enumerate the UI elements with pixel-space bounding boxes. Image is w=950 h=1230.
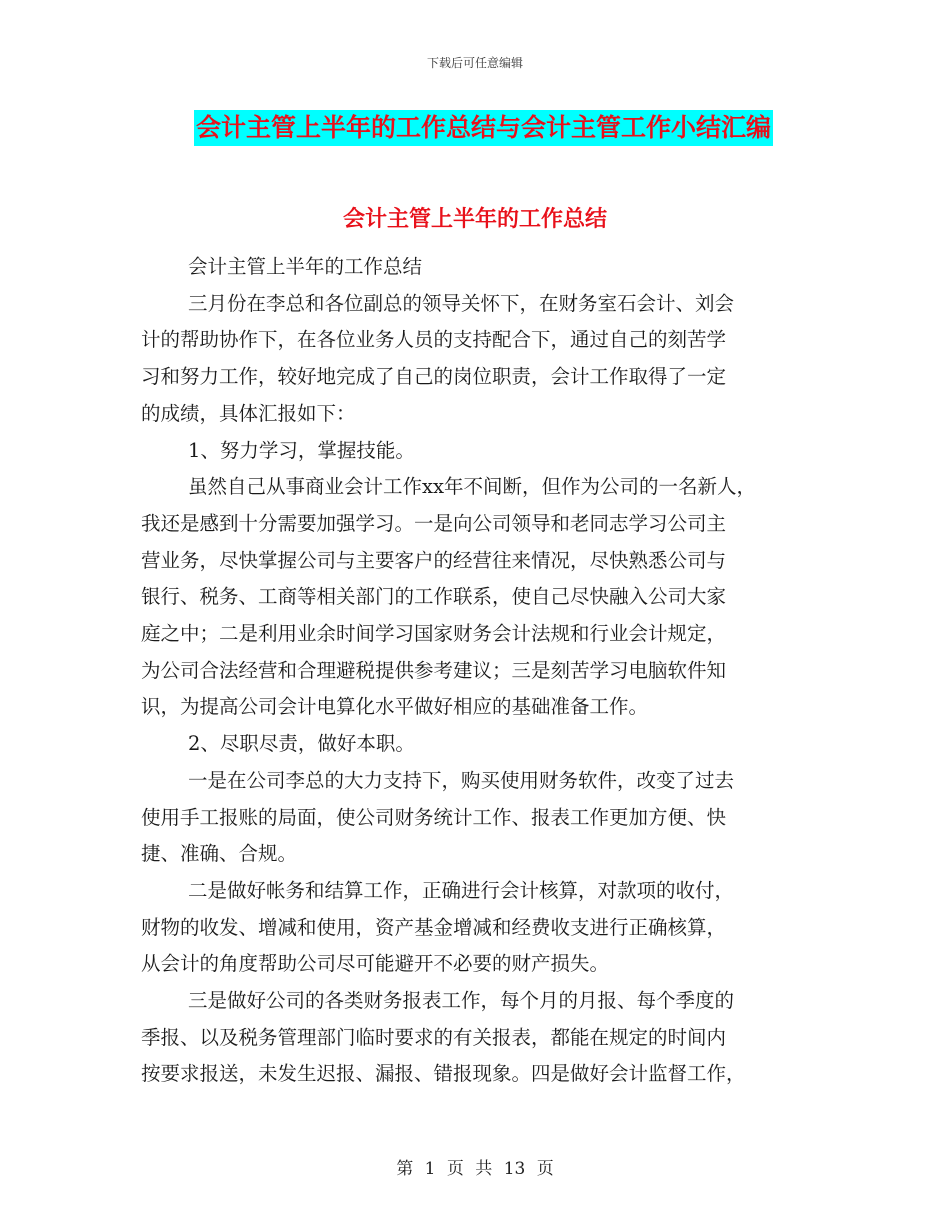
body-line: 三是做好公司的各类财务报表工作，每个月的月报、每个季度的 xyxy=(188,989,735,1012)
body-line: 的成绩，具体汇报如下： xyxy=(141,401,356,425)
body-line: 三月份在李总和各位副总的领导关怀下，在财务室石会计、刘会 xyxy=(188,291,735,315)
body-line: 从会计的角度帮助公司尽可能避开不必要的财产损失。 xyxy=(141,952,610,976)
header-note: 下载后可任意编辑 xyxy=(426,56,523,70)
body-line: 庭之中；二是利用业余时间学习国家财务会计法规和行业会计规定， xyxy=(141,622,727,645)
body-line: 虽然自己从事商业会计工作xx年不间断，但作为公司的一名新人， xyxy=(188,475,756,499)
body-line: 计的帮助协作下，在各位业务人员的支持配合下，通过自己的刻苦学 xyxy=(141,328,727,352)
body-line: 为公司合法经营和合理避税提供参考建议；三是刻苦学习电脑软件知 xyxy=(141,658,727,682)
body-line: 会计主管上半年的工作总结 xyxy=(188,255,423,278)
body-line: 2、尽职尽责，做好本职。 xyxy=(188,732,415,756)
body-line: 二是做好帐务和结算工作，正确进行会计核算，对款项的收付， xyxy=(188,878,735,902)
body-line: 1、努力学习，掌握技能。 xyxy=(188,438,415,462)
body-line: 营业务，尽快掌握公司与主要客户的经营往来情况，尽快熟悉公司与 xyxy=(141,548,727,572)
body-line: 一是在公司李总的大力支持下，购买使用财务软件，改变了过去 xyxy=(188,768,735,792)
body-line: 捷、准确、合规。 xyxy=(141,842,298,866)
body-line: 使用手工报账的局面，使公司财务统计工作、报表工作更加方便、快 xyxy=(141,805,727,829)
body-line: 按要求报送，未发生迟报、漏报、错报现象。四是做好会计监督工作， xyxy=(141,1062,746,1086)
body-line: 银行、税务、工商等相关部门的工作联系，使自己尽快融入公司大家 xyxy=(141,585,727,609)
body-line: 财物的收发、增减和使用，资产基金增减和经费收支进行正确核算， xyxy=(141,915,727,939)
document-title: 会计主管上半年的工作总结与会计主管工作小结汇编 xyxy=(194,110,773,146)
body-line: 习和努力工作，较好地完成了自己的岗位职责，会计工作取得了一定 xyxy=(141,365,727,389)
body-line: 识，为提高公司会计电算化水平做好相应的基础准备工作。 xyxy=(141,695,649,719)
section-title: 会计主管上半年的工作总结 xyxy=(342,207,607,232)
body-line: 我还是感到十分需要加强学习。一是向公司领导和老同志学习公司主 xyxy=(141,511,727,535)
body-line: 季报、以及税务管理部门临时要求的有关报表，都能在规定的时间内 xyxy=(141,1025,727,1049)
page-footer: 第 1 页 共 13 页 xyxy=(396,1159,554,1179)
